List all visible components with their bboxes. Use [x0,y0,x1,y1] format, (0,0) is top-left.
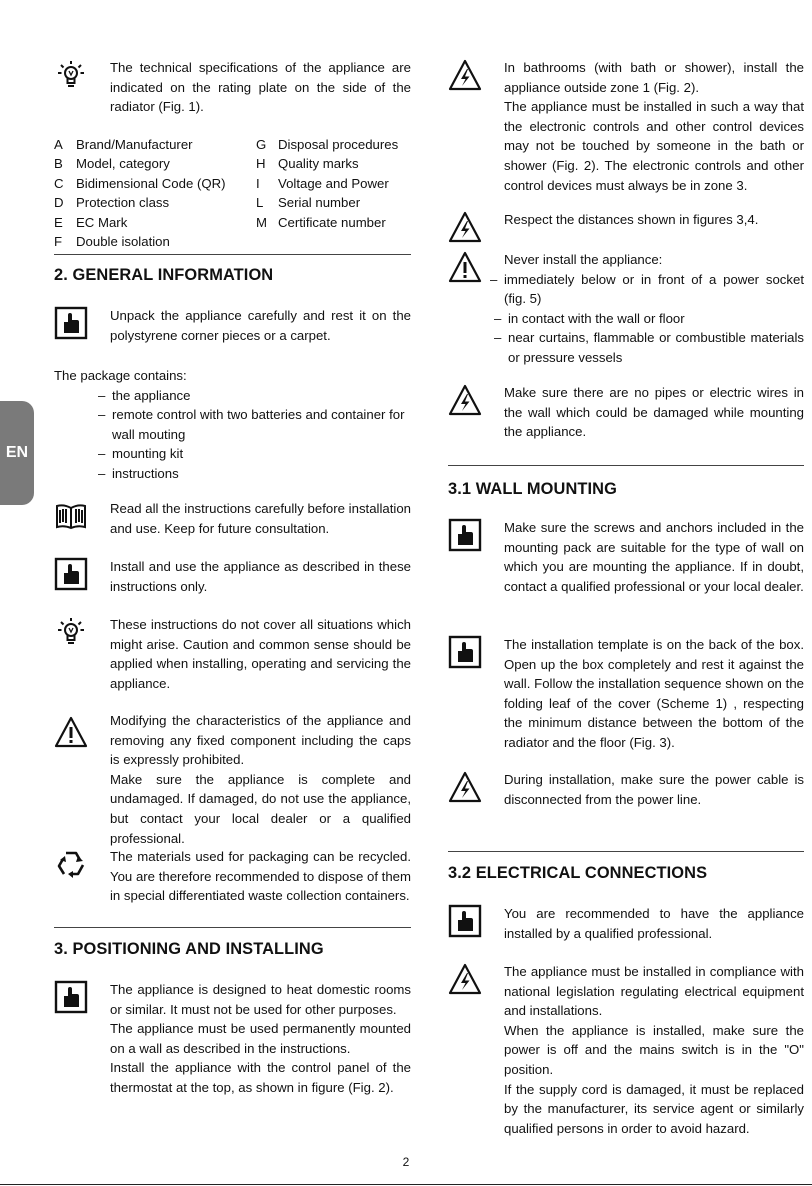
hand-notice-icon [448,635,482,669]
language-tab-label: EN [5,444,29,462]
screws-text: Make sure the screws and anchors included in the mounting pack are suitable for the type of wall on which you are mounting the appliance. If in doubt, contact a qualified professional or your local dealer. [504,520,804,594]
list-item: – remote control with two batteries and container for wall mouting [98,405,411,444]
section-heading-general-information: 2. GENERAL INFORMATION [54,266,274,284]
electric-hazard-icon [448,770,482,804]
read-text: Read all the instructions carefully before installation and use. Keep for future consultation. [110,501,411,536]
list-item: – in contact with the wall or floor [494,309,804,329]
list-item: – instructions [98,464,411,484]
hand-notice-icon [448,904,482,938]
spec-list [54,135,411,251]
package-contents [54,366,411,484]
spec-letter: H [256,156,266,172]
book-icon [54,499,88,533]
recycle-icon [54,847,88,881]
package-list [98,386,411,484]
compliance-text: The appliance must be installed in compliance with national legislation regulating electrical equipment and installations. [504,964,804,1019]
qualified-text: You are recommended to have the appliance installed by a qualified professional. [504,906,804,941]
spec-label: Disposal procedures [278,137,399,152]
never-list [490,270,804,368]
spec-letter: M [256,214,267,230]
spec-letter: D [54,195,64,211]
spec-letter: E [54,214,63,230]
spec-letter: L [256,195,264,211]
section-heading-positioning: 3. POSITIONING AND INSTALLING [54,940,324,958]
section-divider [448,465,804,466]
lightbulb-icon [54,615,88,649]
spec-label: Brand/Manufacturer [76,137,193,152]
spec-label: Voltage and Power [278,175,389,191]
spec-letter: G [256,137,267,152]
modifying-text: Modifying the characteristics of the appliance and removing any fixed component including the caps is expressly prohibited. [110,713,411,768]
spec-label: Bidimensional Code (QR) [76,175,226,191]
electric-hazard-icon [448,58,482,92]
warning-icon [54,715,88,749]
template-text: The installation template is on the back of the box. Open up the box completely and rest it against the wall. Follow the installation sequence shown on the folding leaf of the cover (Scheme 1) , respecting the minimum distance between the bottom of the radiator and the floor (Fig. 3). [504,637,804,750]
positioning-text: The appliance is designed to heat domestic rooms or similar. It must not be used for other purposes. [110,982,411,1017]
spec-row [54,213,411,232]
spec-label: Double isolation [76,233,170,249]
spec-letter: B [54,156,63,172]
list-item: – near curtains, flammable or combustible materials or pressure vessels [494,328,804,367]
spec-letter: C [54,175,64,191]
language-tab[interactable] [0,401,34,505]
hand-notice-icon [448,518,482,552]
cable-text: During installation, make sure the power cable is disconnected from the power line. [504,772,804,807]
hand-notice-icon [54,306,88,340]
spec-row [54,135,411,154]
section-divider [54,927,411,928]
hand-notice-icon [54,980,88,1014]
list-item: – the appliance [98,386,411,406]
spec-label: Serial number [278,195,361,211]
recycle-text: The materials used for packaging can be recycled. You are therefore recommended to dispose of them in special differentiated waste collection containers. [110,849,411,904]
pipes-text: Make sure there are no pipes or electric wires in the wall which could be damaged while mounting the appliance. [504,385,804,440]
electric-hazard-icon [448,210,482,244]
spec-label: Protection class [76,195,170,211]
compliance-text: When the appliance is installed, make sure the power is off and the mains switch is in the "O" position. [504,1022,804,1077]
bathroom-text: In bathrooms (with bath or shower), install the appliance outside zone 1 (Fig. 2). [504,60,804,95]
undamaged-text: Make sure the appliance is complete and undamaged. If damaged, do not use the appliance, but contact your local dealer or a qualified professional. [110,771,411,846]
spec-letter: F [54,233,63,249]
positioning-text: The appliance must be used permanently mounted on a wall as described in the instructions. [110,1021,411,1056]
page-number: 2 [402,1155,410,1169]
spec-row [54,193,411,212]
package-intro: The package contains: [54,368,187,383]
section-divider [448,851,804,852]
warning-icon [448,250,482,284]
page-bottom-rule [0,1184,812,1185]
spec-label: Quality marks [278,156,359,172]
spec-label: EC Mark [76,214,128,230]
unpack-text: Unpack the appliance carefully and rest it on the polystyrene corner pieces or a carpet. [110,308,411,343]
list-item: – mounting kit [98,444,411,464]
bathroom-text: The appliance must be installed in such a way that the electronic controls and other control devices may not be touched by someone in the bath or shower (Fig. 2). The electronic controls and other control devices must always be in zone 3. [504,99,804,193]
install-use-text: Install and use the appliance as described in these instructions only. [110,559,411,594]
electric-hazard-icon [448,383,482,417]
distances-text: Respect the distances shown in figures 3,4. [504,212,759,227]
situations-text: These instructions do not cover all situations which might arise. Caution and common sense should be applied when installing, operating and servicing the appliance. [110,617,411,691]
spec-letter: A [54,137,63,152]
section-divider [54,254,411,255]
section-heading-wall-mounting: 3.1 WALL MOUNTING [448,480,617,498]
spec-row [54,154,411,173]
intro-text: The technical specifications of the appliance are indicated on the rating plate on the side of the radiator (Fig. 1). [110,60,411,115]
spec-label: Model, category [76,156,170,172]
section-heading-electrical: 3.2 ELECTRICAL CONNECTIONS [448,864,708,882]
hand-notice-icon [54,557,88,591]
spec-letter: I [256,175,260,191]
compliance-text: If the supply cord is damaged, it must be replaced by the manufacturer, its service agent or similarly qualified persons in order to avoid hazard. [504,1081,804,1136]
lightbulb-icon [54,58,88,92]
never-intro: Never install the appliance: [504,252,663,267]
list-item: – immediately below or in front of a power socket (fig. 5) [490,270,804,309]
spec-row [54,174,411,193]
electric-hazard-icon [448,962,482,996]
positioning-text: Install the appliance with the control panel of the thermostat at the top, as shown in figure (Fig. 2). [110,1060,411,1095]
spec-label: Certificate number [278,214,386,230]
spec-row [54,232,411,251]
